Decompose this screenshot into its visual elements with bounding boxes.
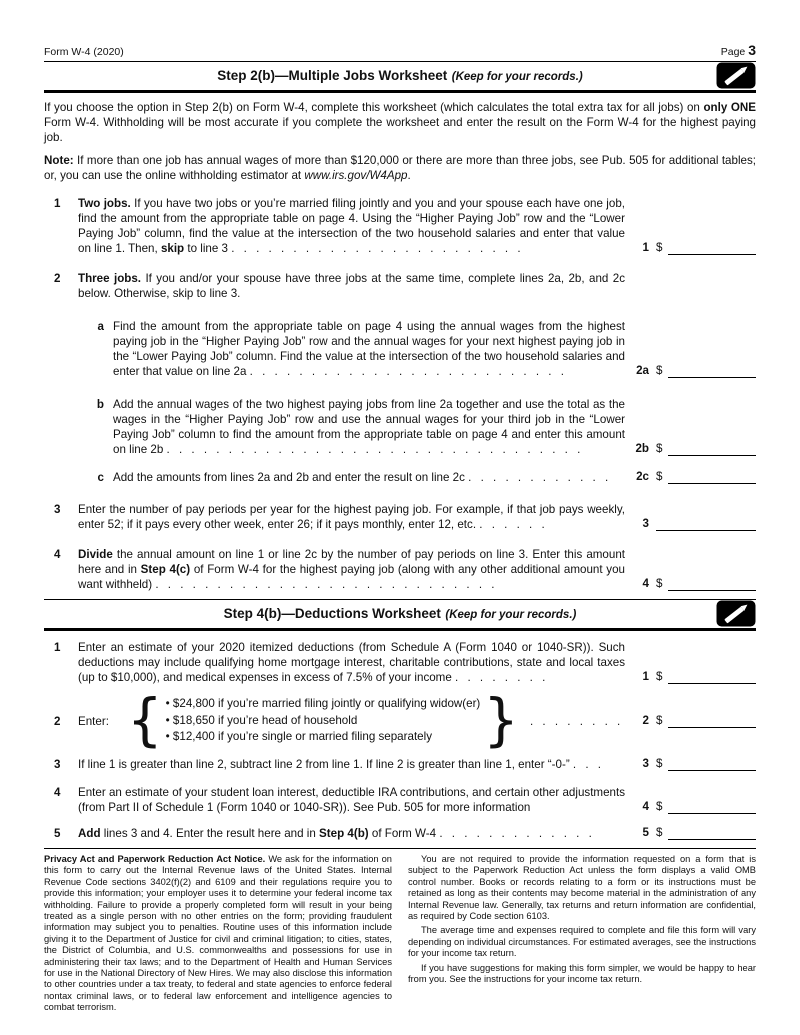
line-text bbox=[113, 470, 630, 485]
line-text-run: Enter the number of pay periods per year for the highest paying job. For example, if that job pays weekly, enter 52; if it pays every other week, enter 26; if it pays monthly, enter 12, etc. bbox=[78, 503, 625, 531]
note-text: If more than one job has annual wages of more than $120,000 or there are more than three jobs, see Pub. 505 for additional tables; or, you can use the online withholding estimator at bbox=[44, 154, 756, 182]
line-bold-run: Step 4(b) bbox=[319, 827, 369, 840]
entry-ded-line-5 bbox=[630, 826, 756, 841]
suggestions-paragraph: If you have suggestions for making this form simpler, we would be happy to hear from you. See the instructions for your income tax return. bbox=[408, 962, 756, 985]
entry-line-2c bbox=[630, 470, 756, 485]
line-bold-run: Divide bbox=[78, 548, 113, 561]
dollar-sign: $ bbox=[656, 800, 663, 813]
line-text-run: Find the amount from the appropriate table on page 4 using the annual wages from the highest paying job in the “Higher Paying Job” row and the annual wages for your next highest paying job in the “Lower Paying Job” column. Find the value at the intersection of the two household salaries and enter that value on line 2a bbox=[113, 320, 625, 378]
line-text bbox=[78, 640, 630, 685]
step2b-note bbox=[44, 153, 756, 183]
line-text bbox=[78, 757, 630, 772]
dollar-sign: $ bbox=[656, 757, 663, 770]
line-number: 2 bbox=[54, 714, 61, 728]
left-brace: { bbox=[127, 687, 163, 754]
form-id: Form W-4 (2020) bbox=[44, 46, 124, 58]
intro-bold: only ONE bbox=[703, 101, 756, 114]
dot-leaders: . . . . . . . . . . . . . . . . . . . . . . . . . . bbox=[249, 365, 564, 378]
line-number: 5 bbox=[54, 827, 61, 840]
entry-number: 2a bbox=[636, 364, 649, 377]
step2b-intro bbox=[44, 100, 756, 145]
keep-for-records-icon bbox=[716, 600, 756, 632]
line-text bbox=[78, 502, 630, 532]
line-text bbox=[113, 319, 630, 379]
line-text-run: Add the annual wages of the two highest paying jobs from line 2a together and use the total as the wages in the “Higher Paying Job” row and use the annual wages for your third job in the “Lower Paying Job” column to find the amount from the appropriate table on page 4 and enter this amount on line 2b bbox=[113, 398, 625, 456]
amount-field-ded4[interactable] bbox=[668, 801, 756, 814]
deductions-line-3 bbox=[44, 757, 756, 772]
dot-leaders: . . . . . . . . bbox=[529, 714, 621, 728]
entry-number: 2 bbox=[642, 713, 649, 727]
right-brace: } bbox=[483, 687, 519, 754]
line-text-run: Add the amounts from lines 2a and 2b and enter the result on line 2c bbox=[113, 471, 469, 484]
dot-leaders: . . . bbox=[572, 758, 602, 771]
amount-field-ded5[interactable] bbox=[668, 827, 756, 840]
line-bold-run: Add bbox=[78, 827, 101, 840]
entry-line-4 bbox=[630, 577, 756, 592]
intro-text: Form W-4. Withholding will be most accurate if you complete the worksheet and enter the result on the Form W-4 for the highest paying job. bbox=[44, 116, 756, 144]
footnote-right-column bbox=[408, 854, 756, 1014]
line-letter: c bbox=[97, 471, 104, 484]
line-number: 3 bbox=[54, 503, 61, 516]
dollar-sign: $ bbox=[656, 442, 663, 455]
step2b-title: Step 2(b)—Multiple Jobs Worksheet bbox=[217, 68, 448, 83]
dot-leaders: . . . . . . . . bbox=[455, 671, 546, 684]
entry-number: 2b bbox=[635, 442, 649, 455]
enter-label: Enter: bbox=[78, 714, 109, 728]
line-number: 4 bbox=[54, 786, 61, 799]
divider bbox=[44, 90, 756, 93]
privacy-act-paragraph bbox=[44, 854, 392, 1014]
dot-leaders: . . . . . . . . . . . . . . . . . . . . . . . . . . . . bbox=[155, 578, 495, 591]
line-text bbox=[78, 271, 630, 301]
intro-text: If you choose the option in Step 2(b) on Form W-4, complete this worksheet (which calculates the total extra tax for all jobs) on bbox=[44, 101, 704, 114]
entry-line-2a bbox=[630, 364, 756, 379]
entry-number: 1 bbox=[642, 670, 649, 683]
line-text-run: the annual amount on line 1 or line 2c by the number of pay periods on line 3. Enter this amount here and in bbox=[78, 548, 625, 576]
privacy-act-notice bbox=[44, 854, 756, 1014]
keep-for-records-icon bbox=[716, 62, 756, 94]
irs-estimator-link[interactable]: www.irs.gov/W4App bbox=[304, 169, 408, 182]
line-text-run: If line 1 is greater than line 2, subtract line 2 from line 1. If line 2 is greater than line 1, enter “-0-” bbox=[78, 758, 573, 771]
entry-line-1 bbox=[630, 241, 756, 256]
step2b-subtitle: (Keep for your records.) bbox=[451, 71, 583, 83]
divider bbox=[44, 848, 756, 849]
line-bold-run: Step 4(c) bbox=[140, 563, 191, 576]
line-number: 4 bbox=[54, 548, 61, 561]
privacy-act-heading: Privacy Act and Paperwork Reduction Act Notice. bbox=[44, 854, 266, 864]
privacy-act-text: We ask for the information on this form to carry out the Internal Revenue laws of the United States. Internal Revenue Code sections 3402(f)(2) and 6109 and their regulations require you to provide this information; your employer uses it to determine your federal income tax withholding. Failure to provide a properly completed form will result in your being treated as a single person with no other entries on the form; providing fraudulent information may subject you to penalties. Routine uses of this information include giving it to the Department of Justice for civil and criminal litigation; to cities, states, the District of Columbia, and U.S. commonwealths and possessions for use in administering their tax laws; and to the Department of Health and Human Services for use in the National Directory of New Hires. We may also disclose this information to other countries under a tax treaty, to federal and state agencies to enforce federal nontax criminal laws, or to federal law enforcement and intelligence agencies to combat terrorism. bbox=[44, 854, 392, 1013]
line-number: 1 bbox=[54, 197, 61, 210]
amount-field-ded2[interactable] bbox=[668, 715, 756, 728]
line-text-run: If you have two jobs or you’re married filing jointly and you and your spouse each have one job, find the amount from the appropriate table on page 4. Using the “Higher Paying Job” row and the “Lower Paying Job” column, find the value at the intersection of the two household salaries and enter that value on line 1. Then, bbox=[78, 197, 625, 255]
worksheet-line-2 bbox=[44, 271, 756, 301]
amount-field-line2b[interactable] bbox=[668, 443, 756, 456]
dot-leaders: . . . . . . bbox=[479, 518, 545, 531]
dollar-sign: $ bbox=[656, 241, 663, 254]
line-text bbox=[78, 785, 630, 815]
page-number bbox=[721, 42, 756, 58]
dot-leaders: . . . . . . . . . . . . . bbox=[439, 827, 592, 840]
line-text bbox=[78, 547, 630, 592]
dot-leaders: . . . . . . . . . . . . . . . . . . . . . . . . bbox=[231, 242, 521, 255]
deductions-line-1 bbox=[44, 640, 756, 685]
entry-number: 4 bbox=[642, 800, 649, 813]
dollar-sign: $ bbox=[656, 364, 663, 377]
dollar-sign: $ bbox=[656, 713, 663, 727]
standard-deduction-options bbox=[166, 696, 481, 746]
dollar-sign: $ bbox=[656, 577, 663, 590]
page-number-value: 3 bbox=[748, 42, 756, 58]
worksheet-line-2b bbox=[44, 397, 756, 457]
step4b-section-header bbox=[44, 600, 756, 628]
bullet-item: • $18,650 if you’re head of household bbox=[165, 713, 358, 727]
deductions-line-2 bbox=[44, 687, 756, 754]
pay-periods-field-line3[interactable] bbox=[656, 518, 756, 531]
worksheet-line-2c bbox=[44, 470, 756, 485]
line-letter: b bbox=[96, 398, 104, 411]
entry-ded-line-2 bbox=[630, 714, 756, 729]
note-text: . bbox=[407, 169, 411, 182]
line-number: 1 bbox=[54, 641, 61, 654]
worksheet-line-2a bbox=[44, 319, 756, 379]
paperwork-reduction-paragraph: You are not required to provide the information requested on a form that is subject to the Paperwork Reduction Act unless the form displays a valid OMB control number. Books or records relating to a form or its instructions must be retained as long as their contents may become material in the administration of any Internal Revenue law. Generally, tax returns and return information are confidential, as required by Code section 6103. bbox=[408, 854, 756, 922]
entry-ded-line-4 bbox=[630, 800, 756, 815]
entry-spacer bbox=[630, 300, 756, 301]
line-lead-bold: Two jobs. bbox=[78, 197, 135, 210]
worksheet-line-1 bbox=[44, 196, 756, 256]
entry-number: 1 bbox=[642, 241, 649, 254]
line-lead-bold: Three jobs. bbox=[78, 272, 146, 285]
deductions-line-5 bbox=[44, 826, 756, 841]
amount-field-ded1[interactable] bbox=[668, 671, 756, 684]
line-text-run: lines 3 and 4. Enter the result here and in bbox=[100, 827, 320, 840]
line-text-run: Enter an estimate of your student loan interest, deductible IRA contributions, and certain other adjustments (from Part II of Schedule 1 (Form 1040 or 1040-SR)). See Pub. 505 for more information bbox=[78, 786, 625, 814]
amount-field-line2a[interactable] bbox=[668, 365, 756, 378]
amount-field-line2c[interactable] bbox=[668, 471, 756, 484]
dollar-sign: $ bbox=[656, 670, 663, 683]
line-text-run: of Form W-4 for the highest paying job (along with any other additional amount you want withheld) bbox=[78, 563, 625, 591]
dollar-sign: $ bbox=[656, 826, 663, 839]
note-label: Note: bbox=[44, 154, 74, 167]
step2b-section-header bbox=[44, 62, 756, 90]
amount-field-ded3[interactable] bbox=[668, 758, 756, 771]
dollar-sign: $ bbox=[656, 470, 663, 483]
time-expense-paragraph: The average time and expenses required to complete and file this form will vary depending on individual circumstances. For estimated averages, see the instructions for your income tax return. bbox=[408, 925, 756, 959]
footnote-left-column bbox=[44, 854, 392, 1014]
bullet-item: • $12,400 if you’re single or married filing separately bbox=[165, 730, 432, 744]
line-number: 3 bbox=[54, 758, 61, 771]
page-header bbox=[44, 42, 756, 58]
line-text-run: of Form W-4 bbox=[368, 827, 440, 840]
entry-number: 4 bbox=[642, 577, 649, 590]
step4b-subtitle: (Keep for your records.) bbox=[445, 609, 577, 621]
entry-number: 2c bbox=[636, 470, 649, 483]
entry-line-2b bbox=[630, 442, 756, 457]
dot-leaders: . . . . . . . . . . . . bbox=[468, 471, 609, 484]
entry-number: 3 bbox=[642, 517, 649, 530]
amount-field-line1[interactable] bbox=[668, 242, 756, 255]
line-text bbox=[113, 397, 630, 457]
worksheet-line-3 bbox=[44, 502, 756, 532]
line-text-run: If you and/or your spouse have three jobs at the same time, complete lines 2a, 2b, and 2c below. Otherwise, skip to line 3. bbox=[78, 272, 625, 300]
page-label: Page bbox=[720, 46, 746, 58]
divider bbox=[44, 628, 756, 631]
entry-ded-line-1 bbox=[630, 670, 756, 685]
entry-number: 5 bbox=[642, 826, 649, 839]
line-bold-run: skip bbox=[160, 242, 185, 255]
bullet-item: • $24,800 if you’re married filing jointly or qualifying widow(er) bbox=[165, 697, 481, 711]
worksheet-line-4 bbox=[44, 547, 756, 592]
line-text bbox=[78, 196, 630, 256]
entry-number: 3 bbox=[642, 757, 649, 770]
amount-field-line4[interactable] bbox=[668, 578, 756, 591]
step4b-title: Step 4(b)—Deductions Worksheet bbox=[223, 606, 441, 621]
line-letter: a bbox=[97, 320, 104, 333]
line-number: 2 bbox=[54, 272, 61, 285]
line-text-run: Enter an estimate of your 2020 itemized deductions (from Schedule A (Form 1040 or 1040-SR)). Such deductions may include qualifying home mortgage interest, charitable contributions, state and local taxes (up to $10,000), and medical expenses in excess of 7.5% of your income bbox=[78, 641, 625, 684]
entry-ded-line-3 bbox=[630, 757, 756, 772]
line-text-run: to line 3 bbox=[184, 242, 232, 255]
line-text bbox=[78, 826, 630, 841]
deductions-line-4 bbox=[44, 785, 756, 815]
dot-leaders: . . . . . . . . . . . . . . . . . . . . . . . . . . . . . . . . . . bbox=[166, 443, 581, 456]
entry-line-3 bbox=[630, 517, 756, 532]
